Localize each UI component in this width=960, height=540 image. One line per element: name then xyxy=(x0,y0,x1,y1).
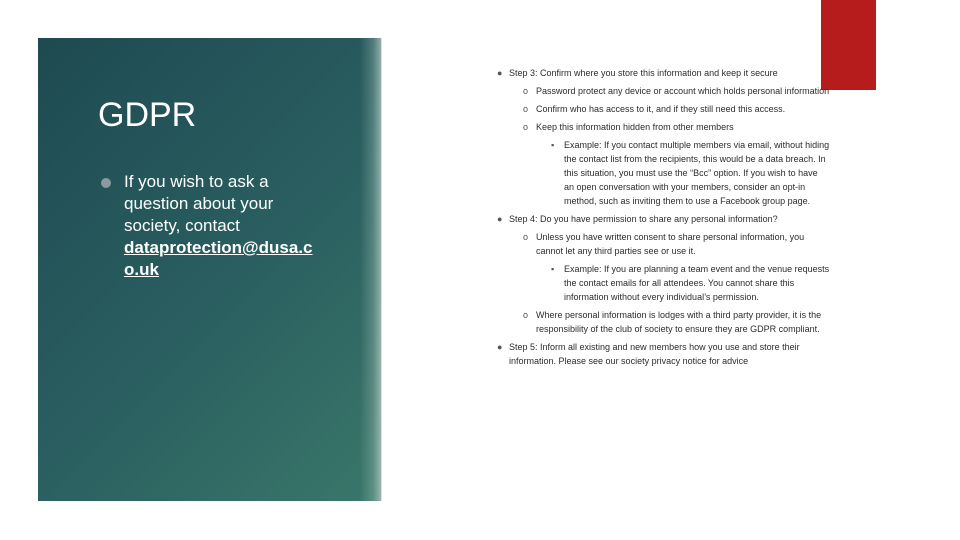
step3-example: Example: If you contact multiple members via email, without hiding the contact list from the recipients, this would be a data breach. In this situation, you must use the “Bcc” option. If you wish to have an open conversation with your members, consider an opt-in method, such as inviting them to use a Facebook group page. xyxy=(564,140,830,206)
list-item xyxy=(470,102,830,116)
step3-sub-3: Keep this information hidden from other members xyxy=(536,122,734,132)
bullet-dot-icon: ● xyxy=(497,214,503,224)
panel-edge-highlight xyxy=(360,38,382,501)
list-item xyxy=(470,308,830,336)
bullet-dot-icon: ● xyxy=(497,342,503,352)
step3-sub-2: Confirm who has access to it, and if they still need this access. xyxy=(536,104,786,114)
bullet-dot-icon: ● xyxy=(497,68,503,78)
step4-text: Step 4: Do you have permission to share any personal information? xyxy=(509,214,778,224)
circle-bullet-icon: o xyxy=(523,310,529,320)
slide-title: GDPR xyxy=(98,96,197,134)
contact-text xyxy=(124,171,334,281)
contact-email-link[interactable]: dataprotection@dusa.c o.uk xyxy=(124,238,313,279)
square-bullet-icon: ▪ xyxy=(551,264,555,274)
list-item xyxy=(470,120,830,134)
step4-sub-2: Where personal information is lodges with a third party provider, it is the responsibility of the club of society to ensure they are GDPR compliant. xyxy=(536,310,822,334)
bullet-icon xyxy=(101,178,111,188)
step3-sub-1: Password protect any device or account which holds personal information xyxy=(536,86,830,96)
circle-bullet-icon: o xyxy=(523,122,529,132)
gdpr-steps-document xyxy=(470,66,830,368)
list-item xyxy=(470,230,830,258)
step4-example: Example: If you are planning a team event and the venue requests the contact emails for all attendees. You cannot share this information without every individual’s permission. xyxy=(564,264,830,302)
list-item xyxy=(470,262,830,304)
circle-bullet-icon: o xyxy=(523,104,529,114)
step5-text: Step 5: Inform all existing and new members how you use and store their information. Please see our society privacy notice for advice xyxy=(509,342,800,366)
list-item-step3 xyxy=(470,66,830,80)
list-item-step4 xyxy=(470,212,830,226)
list-item-step5 xyxy=(470,340,830,368)
step4-sub-1: Unless you have written consent to share personal information, you cannot let any third parties see or use it. xyxy=(536,232,805,256)
circle-bullet-icon: o xyxy=(523,232,529,242)
circle-bullet-icon: o xyxy=(523,86,529,96)
list-item xyxy=(470,138,830,208)
square-bullet-icon: ▪ xyxy=(551,140,555,150)
step3-text: Step 3: Confirm where you store this information and keep it secure xyxy=(509,68,778,78)
contact-prompt: If you wish to ask a question about your society, contact xyxy=(124,172,274,235)
list-item xyxy=(470,84,830,98)
